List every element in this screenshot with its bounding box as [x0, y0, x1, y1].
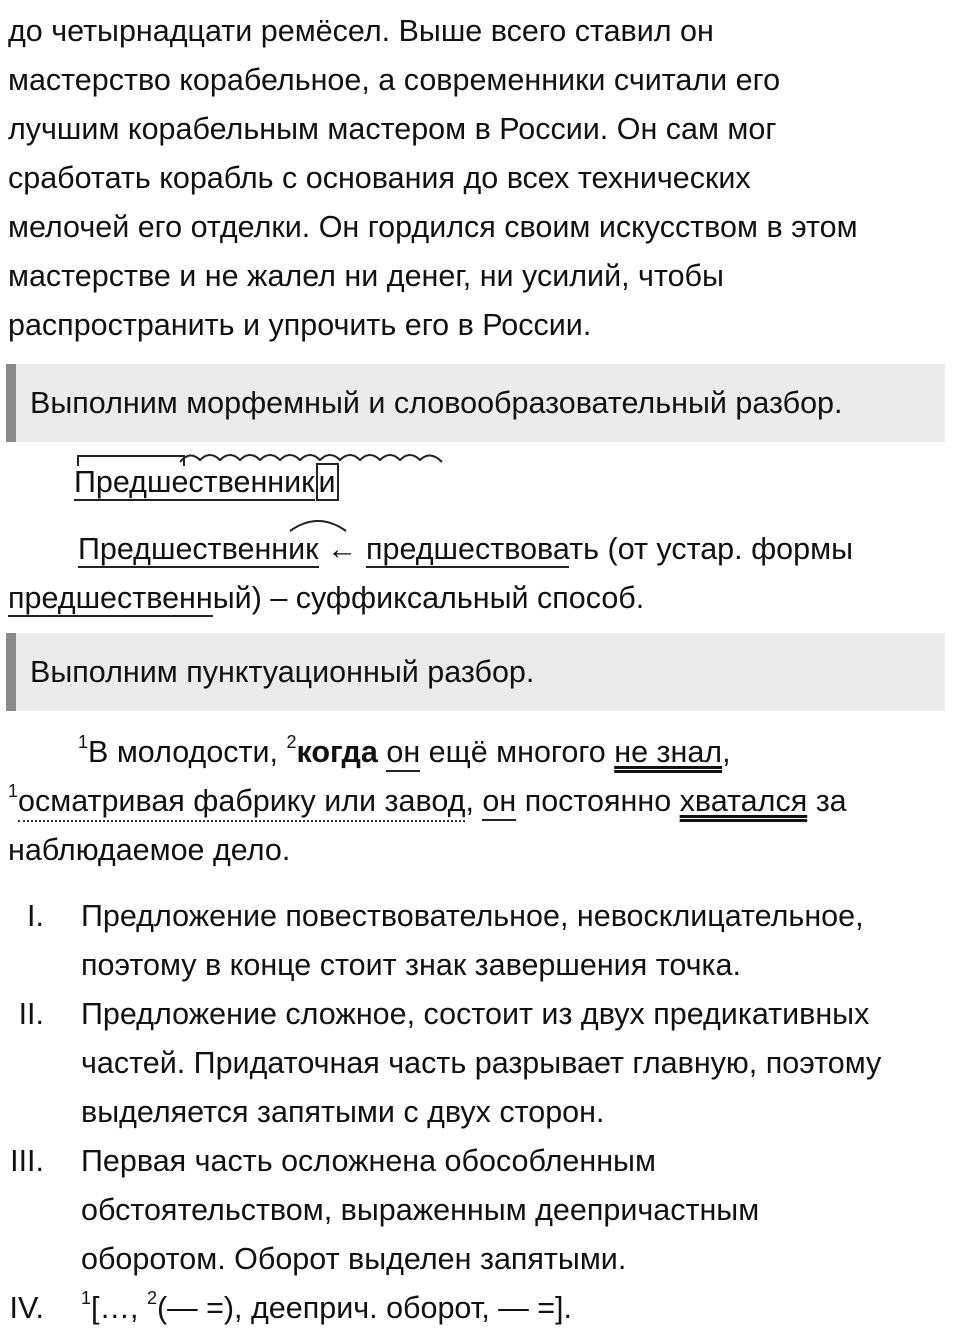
word-formation: Предшественник ← предшествовать (от устар. формы предшественный) – суффиксальный способ. [8, 525, 953, 623]
text-line: сработать корабль с основания до всех технических [8, 161, 751, 195]
list-number: I. [27, 899, 44, 933]
list-number: III. [10, 1144, 44, 1178]
list-item: II. Предложение сложное, состоит из двух предикативных частей. Придаточная часть разрывает главную, поэтому выделяется запятыми с двух сторон. [0, 990, 960, 1137]
section-heading-punctuation: Выполним пунктуационный разбор. [6, 633, 945, 711]
word-stem-text: Предшественник [74, 465, 315, 499]
participial-phrase: осматривая фабрику или завод [18, 784, 465, 822]
suffix-arc [288, 515, 348, 535]
list-number: II. [18, 997, 44, 1031]
analysis-list [0, 892, 960, 1333]
source-verb: предшествовать [365, 532, 600, 566]
list-item-scheme [0, 1284, 960, 1333]
source-adjective: предшественный [8, 581, 252, 615]
derived-word: Предшественник [78, 525, 319, 574]
subject: он [386, 735, 420, 772]
text-line: мастерство корабельное, а современники считали его [8, 63, 781, 97]
root-wave-mark [180, 450, 450, 470]
derivation-arrow: ← [327, 532, 358, 566]
prefix-mark [76, 454, 188, 474]
morpheme-analysis [74, 462, 339, 502]
list-number: IV. [9, 1291, 44, 1325]
conjunction: когда [296, 735, 378, 769]
text-line: до четырнадцати ремёсел. Выше всего ставил он [8, 14, 714, 48]
ending-box: и [316, 463, 339, 501]
text-line: мелочей его отделки. Он гордился своим искусством в этом [8, 210, 858, 244]
section-heading-morphemic: Выполним морфемный и словообразовательный разбор. [6, 364, 945, 442]
subject: он [482, 784, 516, 821]
predicate: не знал [614, 735, 723, 769]
analyzed-sentence: $^1$В молодости, $^2$когда он ещё многого не знал, $^1$осматривая фабрику или завод, он постоянно хватался за наблюдаемое дело. [8, 732, 847, 867]
predicate: хватался [679, 784, 808, 818]
word-stem [74, 462, 315, 502]
list-item: III. Первая часть осложнена обособленным обстоятельством, выраженным деепричастным оборотом. Оборот выделен запятыми. [0, 1137, 960, 1284]
text-line: мастерстве и не жалел ни денег, ни усилий, чтобы [8, 259, 724, 293]
intro-paragraph [8, 7, 953, 350]
text-line: лучшим корабельным мастером в России. Он сам мог [8, 112, 777, 146]
sentence-scheme: $^1$[…, $^2$(— =), дееприч. оборот, — =]. [81, 1288, 572, 1325]
text-line: распространить и упрочить его в России. [8, 308, 592, 342]
list-item: I. Предложение повествовательное, невосклицательное, поэтому в конце стоит знак завершения точка. [0, 892, 960, 990]
